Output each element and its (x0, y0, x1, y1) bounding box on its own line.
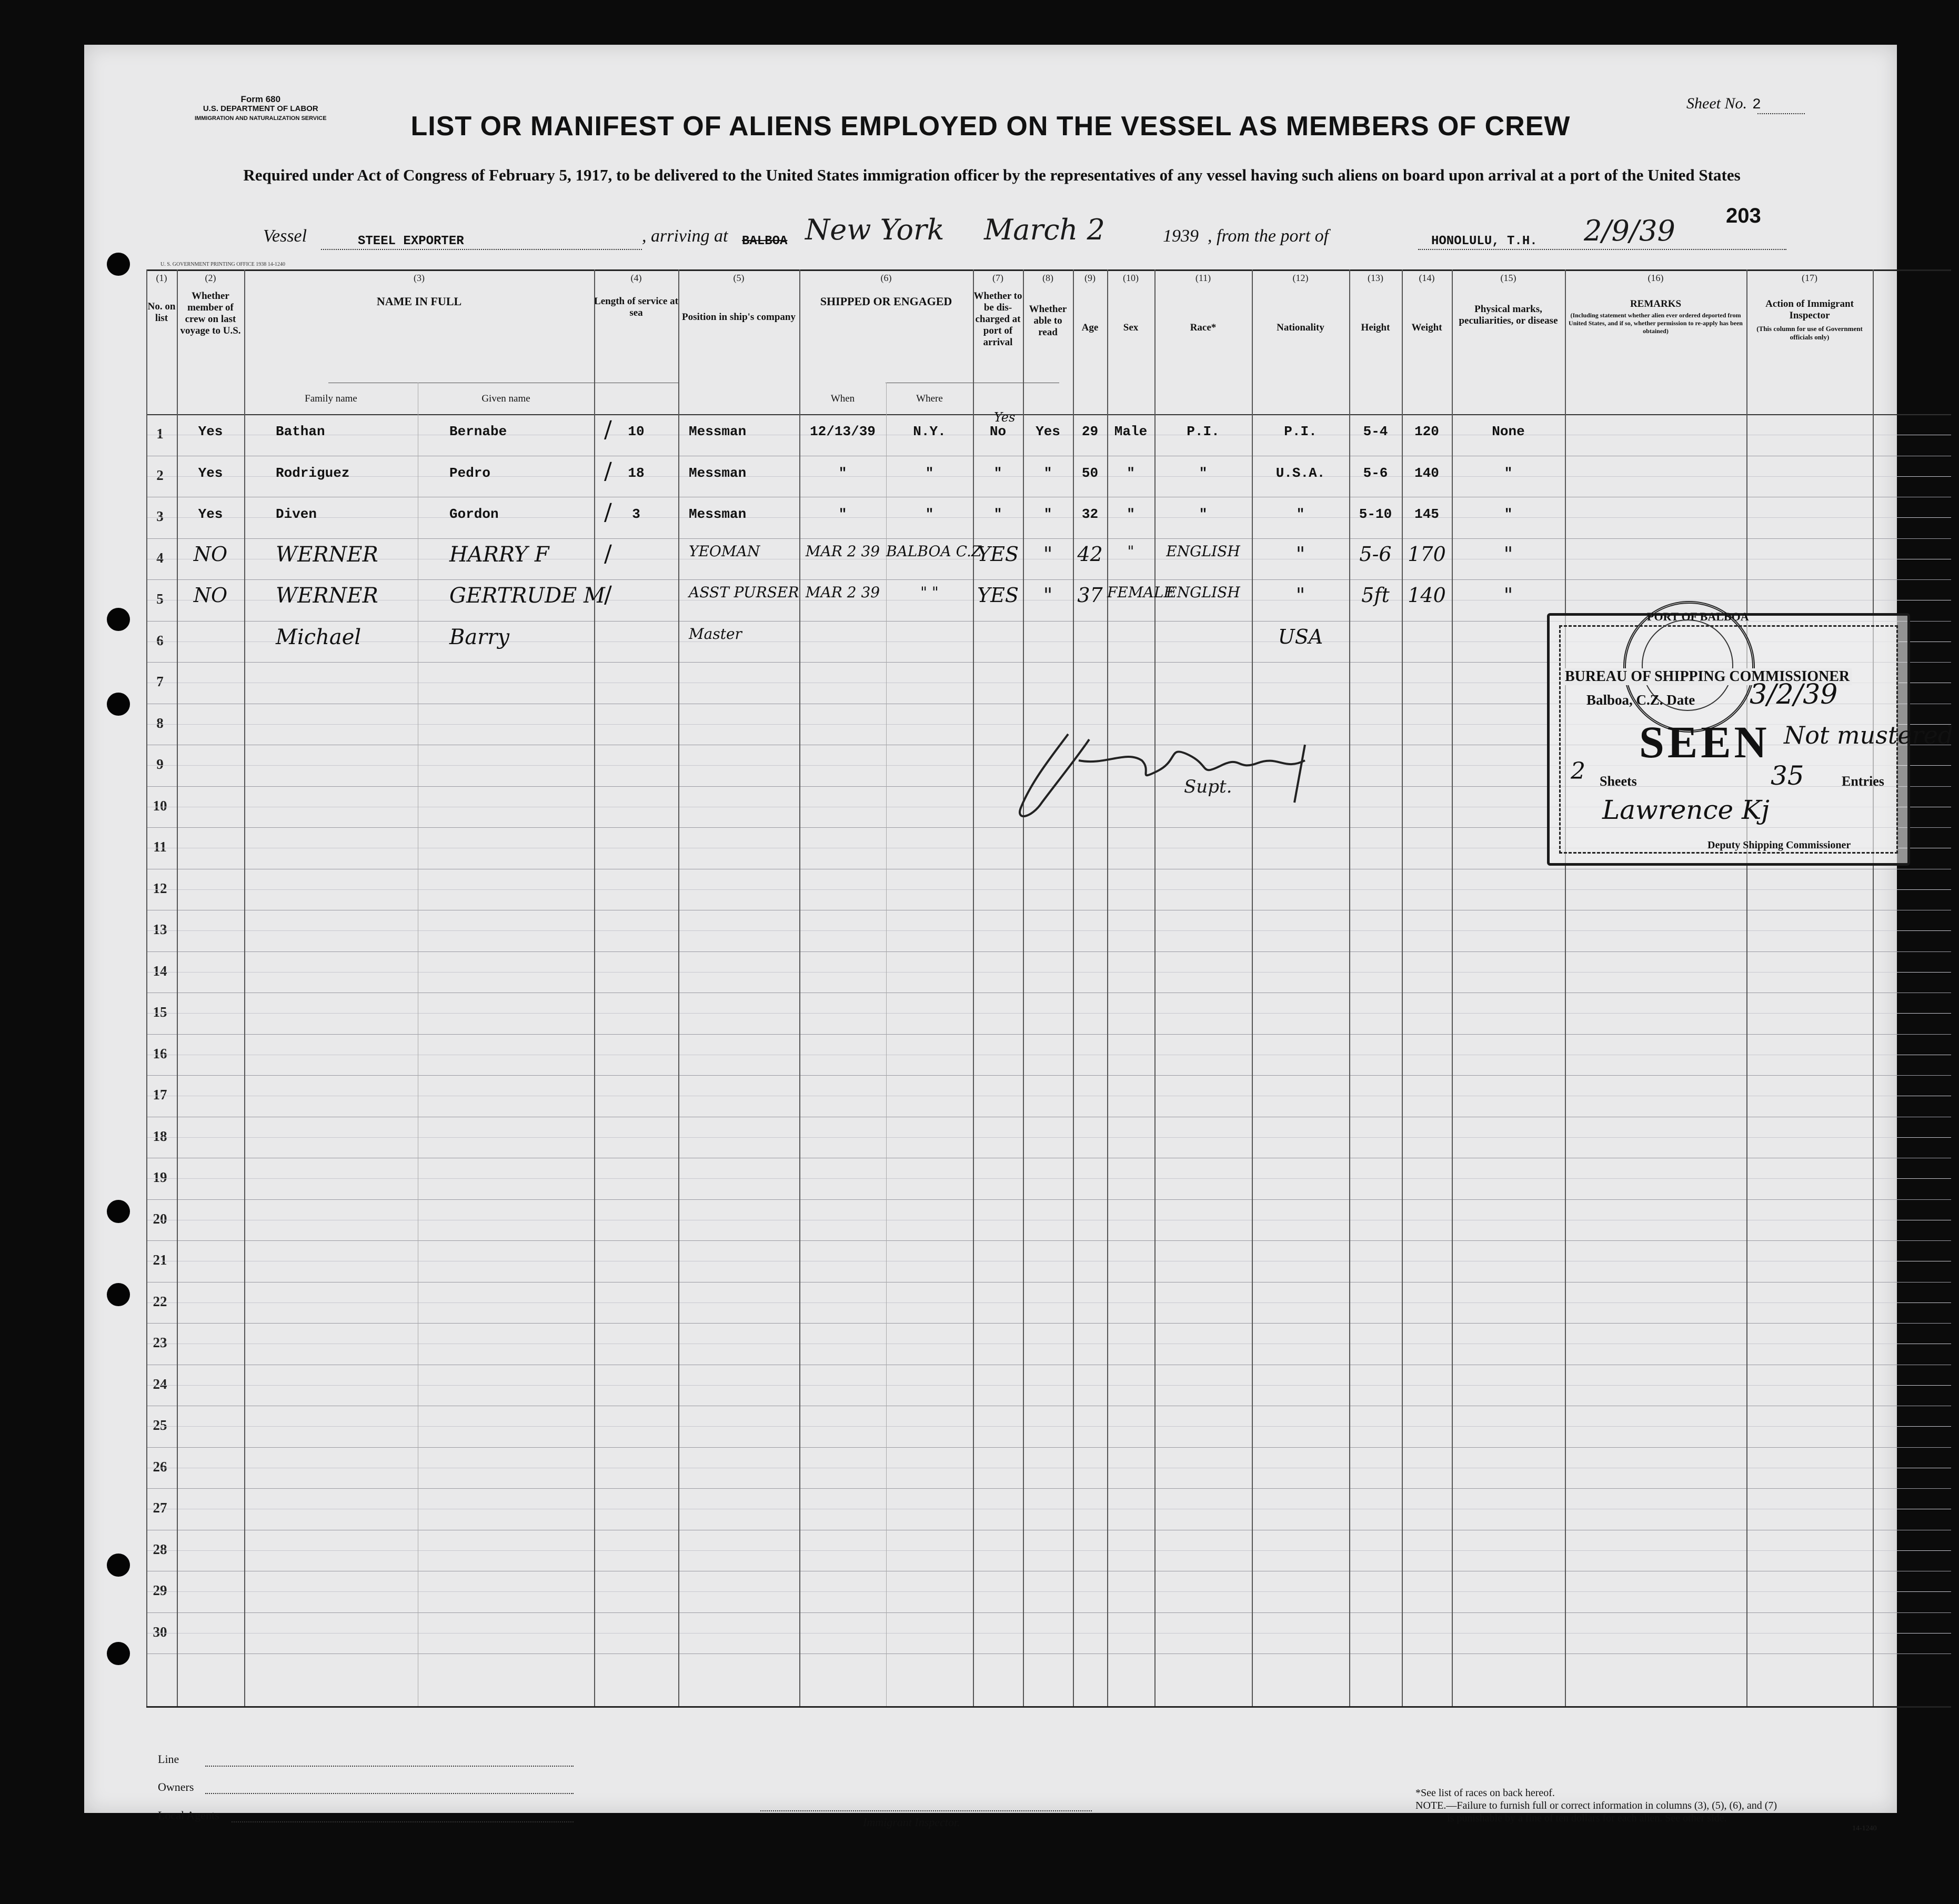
column-divider (177, 269, 178, 1706)
footer-note-races: *See list of races on back hereof. (1415, 1787, 1555, 1799)
stamp-place: Balboa, C.Z. Date (1586, 692, 1695, 708)
row-number: 5 (156, 591, 164, 607)
col-header-age: Age (1081, 322, 1099, 333)
row-divider (146, 1199, 1951, 1200)
stamp-seen: SEEN (1639, 717, 1770, 767)
cell-sex: Male (1114, 424, 1148, 439)
column-divider (1023, 269, 1024, 1706)
punch-hole (107, 1642, 130, 1665)
signature-subtitle: Supt. (1184, 776, 1232, 797)
col-number-2: (2) (205, 273, 216, 283)
master-signature (1010, 724, 1347, 826)
row-number: 1 (156, 426, 164, 442)
signature-scrawl (1010, 724, 1347, 824)
col-header-discharged: Whether to be dis-charged at port of arrival (973, 290, 1022, 348)
footer-inspector-label: Immigrant Inspector. (863, 1816, 960, 1829)
column-divider (244, 269, 245, 1706)
footer-notes (1415, 1787, 1777, 1825)
row-subrule (146, 930, 1951, 931)
row-number: 24 (153, 1376, 167, 1392)
row-subrule (146, 889, 1951, 890)
stamp-entries-value: 35 (1771, 760, 1804, 791)
cell-nationality: " (1295, 584, 1305, 607)
arriving-handwritten: New York (805, 213, 945, 246)
cell-height: 5-6 (1359, 542, 1392, 566)
row-divider (146, 1240, 1951, 1241)
col-number-5: (5) (733, 273, 745, 283)
row-number: 29 (153, 1582, 167, 1598)
service-name: IMMIGRATION AND NATURALIZATION SERVICE (195, 115, 327, 122)
cell-service: 3 (632, 506, 640, 522)
row-divider (146, 1075, 1951, 1076)
check-mark: / (604, 457, 612, 485)
check-mark: / (604, 416, 612, 443)
cell-discharged: " (993, 465, 1002, 481)
cell-read: " (1043, 506, 1052, 522)
cell-given: Barry (449, 625, 510, 649)
row-number: 15 (153, 1004, 167, 1020)
cell-nationality: U.S.A. (1275, 465, 1325, 481)
row-number: 4 (156, 549, 164, 566)
from-port-label: , from the port of (1208, 226, 1329, 246)
cell-height: 5-4 (1363, 424, 1388, 439)
footer-owners-label: Owners (158, 1780, 194, 1793)
cell-family: Diven (276, 506, 317, 522)
column-divider (1252, 269, 1253, 1706)
row-number: 7 (156, 674, 164, 689)
cell-nationality: P.I. (1284, 424, 1317, 439)
col-number-14: (14) (1419, 273, 1435, 283)
form-code: 14-1240 (1852, 1825, 1877, 1832)
row-number: 19 (153, 1169, 167, 1185)
sheet-number-value: 2 (1752, 97, 1761, 113)
cell-age: 29 (1081, 424, 1099, 439)
cell-race: " (1199, 465, 1208, 481)
cell-when: " (838, 506, 847, 522)
vessel-dotline (321, 249, 642, 250)
row-number: 13 (153, 921, 167, 937)
page-subtitle: Required under Act of Congress of February 5, 1917, to be delivered to the United States immigration officer by the representatives of any vessel having such aliens on board upon arrival at a port of the United States (243, 166, 1741, 184)
row-divider (146, 538, 1951, 539)
row-number: 26 (153, 1458, 167, 1475)
row-number: 23 (153, 1335, 167, 1350)
col-header-remarks-note: (Including statement whether alien ever ordered deported from United States, and if so, whether permission to re-apply has been obtained) (1569, 312, 1743, 335)
row-subrule (146, 1137, 1951, 1138)
vessel-name: STEEL EXPORTER (358, 234, 464, 248)
cell-family: Rodriguez (276, 465, 350, 481)
row-subrule (146, 972, 1951, 973)
row-number: 10 (153, 797, 167, 814)
col-number-17: (17) (1802, 273, 1817, 283)
column-divider (1746, 269, 1747, 1706)
cell-age: 37 (1077, 584, 1103, 607)
cell-family: Bathan (276, 424, 325, 439)
row-number: 21 (153, 1252, 167, 1268)
cell-read: " (1043, 584, 1053, 607)
col-header-position: Position in ship's company (682, 312, 796, 323)
row-divider (146, 1323, 1951, 1324)
row-number: 12 (153, 880, 167, 896)
stamp-date: 3/2/39 (1750, 679, 1838, 710)
stamp-handwritten-note: Not mustered (1784, 721, 1954, 749)
page-stamp-number: 203 (1726, 204, 1761, 227)
punch-hole (107, 1554, 130, 1577)
footer-note-penalty-cont: is punishable by a fine of ten dollars for each alien. See other side. (1447, 1812, 1727, 1824)
cell-weight: 120 (1414, 424, 1439, 439)
row-number: 2 (156, 467, 164, 483)
stamp-sheets-label: Sheets (1600, 774, 1637, 789)
column-divider (1452, 269, 1453, 1706)
manifest-sheet (84, 45, 1954, 1832)
inspector-signature-line (760, 1810, 1092, 1811)
col-header-able-to-read: Whether able to read (1029, 304, 1067, 338)
cell-nationality: " (1296, 506, 1305, 522)
row-number: 14 (153, 963, 167, 979)
cell-when: MAR 2 39 (805, 584, 880, 601)
cell-weight: 140 (1414, 465, 1439, 481)
cell-height: 5-6 (1363, 465, 1388, 481)
row-number: 25 (153, 1417, 167, 1433)
col-number-12: (12) (1292, 273, 1309, 283)
footer-agents-dotline (232, 1821, 574, 1822)
cell-family: WERNER (276, 584, 378, 608)
row-number: 6 (156, 632, 164, 648)
cell-height: 5ft (1361, 584, 1390, 607)
cell-when: 12/13/39 (810, 424, 876, 439)
col-number-6: (6) (880, 273, 892, 283)
column-divider (594, 269, 595, 1706)
cell-given: HARRY F (449, 542, 549, 567)
check-mark: / (604, 499, 612, 526)
cell-given: Pedro (449, 465, 491, 481)
departure-date: 2/9/39 (1584, 214, 1675, 247)
column-divider (886, 383, 887, 1706)
col-header-remarks: REMARKS (1630, 298, 1682, 309)
cell-position: Messman (689, 424, 747, 439)
stamp-signer: Lawrence Kj (1602, 795, 1770, 825)
cell-sex: " (1127, 542, 1134, 560)
col-number-1: (1) (156, 273, 167, 283)
cell-marks: " (1504, 506, 1513, 522)
row-number: 20 (153, 1210, 167, 1227)
cell-race: P.I. (1187, 424, 1220, 439)
cell-age: 50 (1081, 465, 1099, 481)
punch-hole (107, 608, 130, 631)
cell-where: N.Y. (913, 424, 946, 439)
cell-given: Bernabe (449, 424, 507, 439)
punch-hole (107, 1283, 130, 1306)
footer-note-penalty: NOTE.—Failure to furnish full or correct information in columns (3), (5), (6), and (7) (1415, 1800, 1777, 1811)
cell-family: Michael (276, 625, 361, 649)
row-number: 17 (153, 1087, 167, 1103)
arrival-year: 1939 (1163, 226, 1199, 246)
cell-race: ENGLISH (1166, 584, 1240, 601)
cell-prev: Yes (198, 465, 223, 481)
cell-nationality: " (1295, 542, 1305, 566)
col-header-race: Race* (1190, 322, 1217, 333)
col-header-shipped-engaged: SHIPPED OR ENGAGED (820, 295, 952, 308)
col-header-height: Height (1361, 322, 1390, 333)
row-number: 18 (153, 1128, 167, 1144)
col-number-11: (11) (1195, 273, 1211, 283)
col-number-9: (9) (1084, 273, 1096, 283)
footer-owners-dotline (205, 1793, 574, 1794)
row-subrule (146, 1178, 1951, 1179)
cell-where: " (925, 506, 934, 522)
col-number-16: (16) (1647, 273, 1664, 283)
cell-age: 32 (1081, 506, 1099, 522)
punch-hole (107, 693, 130, 716)
row-divider (146, 1447, 1951, 1448)
cell-height: 5-10 (1359, 506, 1392, 522)
col-number-8: (8) (1042, 273, 1053, 283)
row-subrule (146, 1550, 1951, 1551)
cell-given: Gordon (449, 506, 499, 522)
stamp-entries-label: Entries (1842, 774, 1884, 789)
cell-prev: Yes (198, 506, 223, 522)
cell-where: " (925, 465, 934, 481)
page-title: LIST OR MANIFEST OF ALIENS EMPLOYED ON THE VESSEL AS MEMBERS OF CREW (410, 111, 1571, 142)
from-port-dotline (1418, 249, 1786, 250)
from-port: HONOLULU, T.H. (1431, 234, 1538, 248)
cell-read: Yes (1036, 424, 1060, 439)
col-number-3: (3) (414, 273, 425, 283)
stamp-title: Deputy Shipping Commissioner (1707, 839, 1851, 851)
cell-weight: 145 (1414, 506, 1439, 522)
row-number: 8 (156, 715, 164, 731)
cell-position: Messman (689, 506, 747, 522)
column-divider (146, 269, 147, 1706)
cell-race: " (1199, 506, 1208, 522)
col-header-inspector-note: (This column for use of Government officials only) (1756, 325, 1863, 341)
cell-race: ENGLISH (1166, 542, 1240, 560)
check-mark: / (604, 540, 612, 567)
column-divider (973, 269, 974, 1706)
col-number-4: (4) (630, 273, 642, 283)
arriving-label: , arriving at (642, 226, 728, 246)
row-number: 3 (156, 508, 164, 524)
col-header-nationality: Nationality (1277, 322, 1324, 333)
row-number: 16 (153, 1045, 167, 1061)
department-name: U.S. DEPARTMENT OF LABOR (203, 104, 318, 113)
cell-prev: Yes (198, 424, 223, 439)
col-number-13: (13) (1368, 273, 1383, 283)
col-header-no-on-list: No. on list (147, 301, 176, 324)
cell-where: BALBOA C.Z (886, 542, 982, 560)
printer-line: U. S. GOVERNMENT PRINTING OFFICE 1938 14-1240 (160, 262, 286, 267)
stamp-header: BUREAU OF SHIPPING COMMISSIONER (1563, 668, 1852, 685)
cell-prev: NO (193, 542, 228, 566)
cell-nationality: USA (1278, 625, 1323, 648)
crew-table (146, 269, 1954, 1706)
table-bottom-border (146, 1706, 1951, 1708)
col-header-physical-marks: Physical marks, peculiarities, or disease (1459, 304, 1558, 326)
row-subrule (146, 1013, 1951, 1014)
cell-position: ASST PURSER (689, 584, 799, 601)
cell-sex: " (1127, 506, 1135, 522)
cell-marks: " (1503, 584, 1513, 607)
footer-line-dotline (205, 1766, 574, 1767)
cell-discharged-correction: Yes (994, 410, 1016, 425)
col-number-10: (10) (1123, 273, 1139, 283)
row-subrule (146, 1302, 1951, 1303)
arriving-typed: BALBOA (742, 234, 788, 248)
col-subheader-when: When (830, 393, 855, 404)
row-subrule (146, 1385, 1951, 1386)
form-number: Form 680 (240, 94, 281, 104)
cell-when: MAR 2 39 (805, 542, 880, 560)
cell-sex: FEMALE (1107, 584, 1174, 601)
sheet-number-label: Sheet No. (1686, 95, 1747, 112)
table-top-border (146, 269, 1951, 271)
column-divider (1154, 269, 1156, 1706)
column-divider (1073, 269, 1074, 1706)
col-subheader-given-name: Given name (481, 393, 530, 404)
col-header-sex: Sex (1123, 322, 1139, 333)
stamp-seal (1623, 601, 1755, 733)
row-number: 27 (153, 1500, 167, 1516)
col-header-weight: Weight (1411, 322, 1442, 333)
col-number-15: (15) (1500, 273, 1516, 283)
cell-marks: " (1503, 542, 1513, 566)
cell-sex: " (1127, 465, 1135, 481)
cell-service: 10 (628, 424, 645, 439)
column-divider (1565, 269, 1566, 1706)
cell-marks: " (1504, 465, 1513, 481)
cell-discharged: YES (977, 542, 1019, 566)
row-number: 11 (153, 839, 167, 855)
cell-read: " (1043, 465, 1052, 481)
col-header-inspector-action: Action of Immigrant Inspector (1765, 298, 1854, 321)
row-number: 28 (153, 1541, 167, 1557)
col-number-7: (7) (992, 273, 1003, 283)
stamp-seal-text: PORT OF BALBOA (1647, 610, 1749, 623)
cell-age: 42 (1077, 542, 1103, 566)
header-bottom-border (146, 414, 1951, 415)
cell-discharged: " (993, 506, 1002, 522)
cell-service: 18 (628, 465, 645, 481)
column-divider (1349, 269, 1350, 1706)
column-divider (1873, 269, 1874, 1706)
shipping-commissioner-stamp (1547, 610, 1954, 866)
column-divider (1107, 269, 1108, 1706)
row-divider (146, 1612, 1951, 1613)
cell-position: Master (689, 625, 742, 643)
cell-discharged: YES (977, 584, 1019, 607)
row-divider (146, 1488, 1951, 1489)
row-subrule (146, 1633, 1951, 1634)
check-mark: / (604, 582, 612, 608)
cell-family: WERNER (276, 542, 378, 567)
col-subheader-where: Where (916, 393, 943, 404)
punch-hole (107, 253, 130, 276)
row-divider (146, 951, 1951, 952)
cell-discharged: No (989, 424, 1007, 439)
column-divider (678, 269, 679, 1706)
row-divider (146, 579, 1951, 580)
cell-marks: None (1492, 424, 1525, 439)
row-number: 9 (156, 756, 164, 772)
row-subrule (146, 1426, 1951, 1427)
col-header-last-voyage: Whether member of crew on last voyage to U.S. (180, 290, 241, 336)
cell-prev: NO (193, 584, 228, 607)
col-header-name-in-full: NAME IN FULL (376, 295, 462, 308)
col-subheader-family-name: Family name (305, 393, 357, 404)
row-number: 30 (153, 1624, 167, 1640)
punch-hole (107, 1200, 130, 1223)
stamp-sheets-value: 2 (1571, 758, 1585, 785)
column-divider (799, 269, 800, 1706)
footer-agents-label: Local Agents (158, 1809, 219, 1822)
footer-line-label: Line (158, 1752, 179, 1766)
cell-position: YEOMAN (689, 542, 760, 560)
row-divider (146, 1034, 1951, 1035)
cell-read: " (1043, 542, 1053, 566)
row-subrule (146, 1591, 1951, 1592)
arrival-date-handwritten: March 2 (984, 213, 1105, 246)
cell-weight: 170 (1408, 542, 1446, 566)
cell-when: " (838, 465, 847, 481)
cell-where: " " (920, 584, 939, 601)
cell-position: Messman (689, 465, 747, 481)
row-number: 22 (153, 1293, 167, 1309)
cell-given: GERTRUDE M (449, 584, 606, 608)
vessel-label: Vessel (263, 226, 307, 246)
col-header-length-of-service: Length of service at sea (594, 296, 678, 318)
cell-weight: 140 (1408, 584, 1446, 607)
column-divider (1402, 269, 1403, 1706)
